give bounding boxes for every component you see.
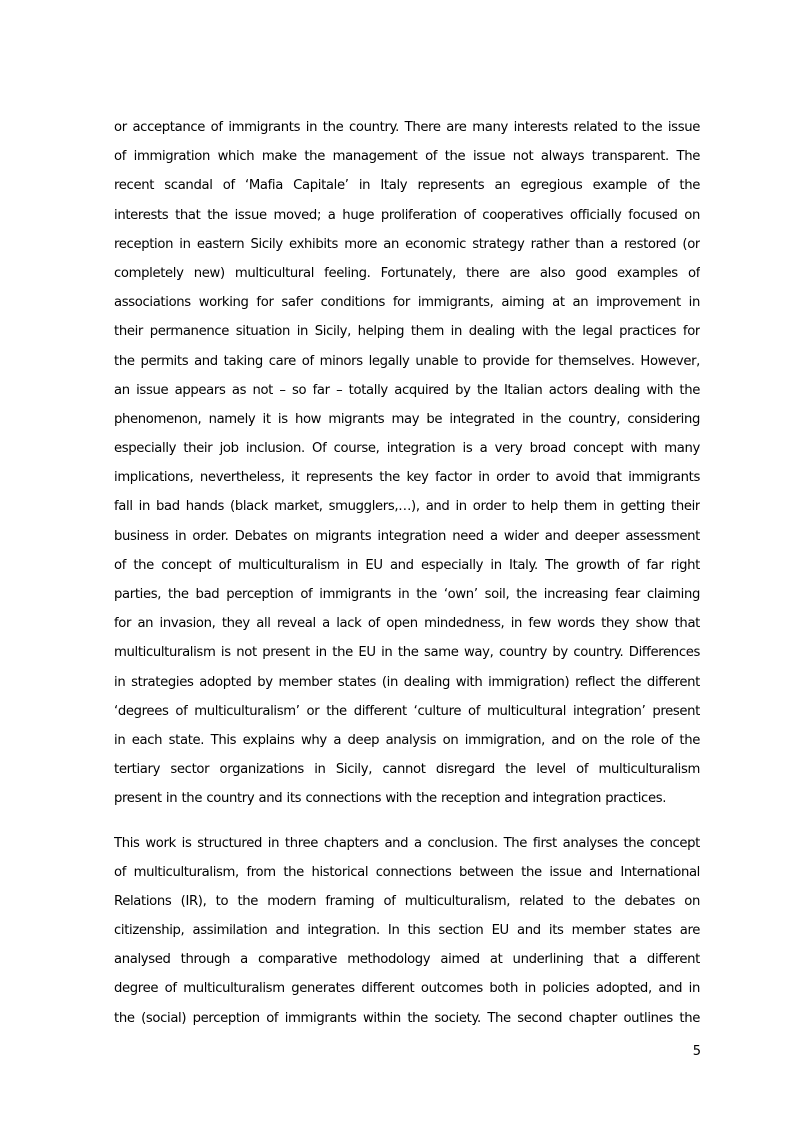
text-line: especially their job inclusion. Of course, integration is a very broad concept with many: [114, 441, 700, 457]
text-line: for an invasion, they all reveal a lack of open mindedness, in few words they show that: [114, 616, 700, 632]
text-line: reception in eastern Sicily exhibits more an economic strategy rather than a restored (or: [114, 236, 700, 252]
text-line: business in order. Debates on migrants integration need a wider and deeper assessment: [114, 528, 700, 544]
text-line: their permanence situation in Sicily, helping them in dealing with the legal practices for: [114, 324, 700, 340]
text-line: Relations (IR), to the modern framing of multiculturalism, related to the debates on: [114, 893, 700, 909]
text-line: of multiculturalism, from the historical connections between the issue and International: [114, 864, 700, 880]
body-paragraph-1: [114, 113, 700, 814]
text-line: present in the country and its connections with the reception and integration practices.: [114, 791, 667, 807]
body-paragraph-2: [114, 829, 700, 1033]
text-line: fall in bad hands (black market, smugglers,…), and in order to help them in getting their: [114, 499, 700, 515]
text-line: This work is structured in three chapters and a conclusion. The first analyses the concept: [114, 835, 700, 851]
text-line: or acceptance of immigrants in the country. There are many interests related to the issue: [114, 120, 700, 135]
page-body: [114, 113, 700, 1033]
text-line: tertiary sector organizations in Sicily, cannot disregard the level of multiculturalism: [114, 762, 700, 778]
page-number: 5: [692, 1044, 701, 1059]
text-line: ‘degrees of multiculturalism’ or the different ‘culture of multicultural integration’ present: [114, 703, 700, 719]
text-line: citizenship, assimilation and integration. In this section EU and its member states are: [114, 923, 700, 939]
text-line: analysed through a comparative methodology aimed at underlining that a different: [114, 952, 700, 968]
text-line: phenomenon, namely it is how migrants may be integrated in the country, considering: [114, 411, 700, 427]
text-line: of immigration which make the management of the issue not always transparent. The: [114, 149, 700, 165]
text-line: the permits and taking care of minors legally unable to provide for themselves. However,: [114, 353, 700, 369]
text-line: in strategies adopted by member states (in dealing with immigration) reflect the different: [114, 674, 700, 690]
text-line: interests that the issue moved; a huge proliferation of cooperatives officially focused on: [114, 207, 700, 223]
text-line: in each state. This explains why a deep analysis on immigration, and on the role of the: [114, 732, 700, 748]
text-line: recent scandal of ‘Mafia Capitale’ in Italy represents an egregious example of the: [114, 178, 700, 194]
text-line: completely new) multicultural feeling. Fortunately, there are also good examples of: [114, 265, 700, 281]
text-line: of the concept of multiculturalism in EU and especially in Italy. The growth of far right: [114, 557, 700, 573]
text-line: implications, nevertheless, it represents the key factor in order to avoid that immigrants: [114, 470, 700, 486]
text-line: degree of multiculturalism generates different outcomes both in policies adopted, and in: [114, 981, 700, 997]
text-line: an issue appears as not – so far – totally acquired by the Italian actors dealing with the: [114, 382, 700, 398]
text-line: parties, the bad perception of immigrants in the ‘own’ soil, the increasing fear claiming: [114, 587, 700, 602]
text-line: associations working for safer conditions for immigrants, aiming at an improvement in: [114, 295, 700, 311]
text-line: multiculturalism is not present in the EU in the same way, country by country. Differences: [114, 645, 700, 661]
text-line: the (social) perception of immigrants within the society. The second chapter outlines the: [114, 1010, 700, 1026]
